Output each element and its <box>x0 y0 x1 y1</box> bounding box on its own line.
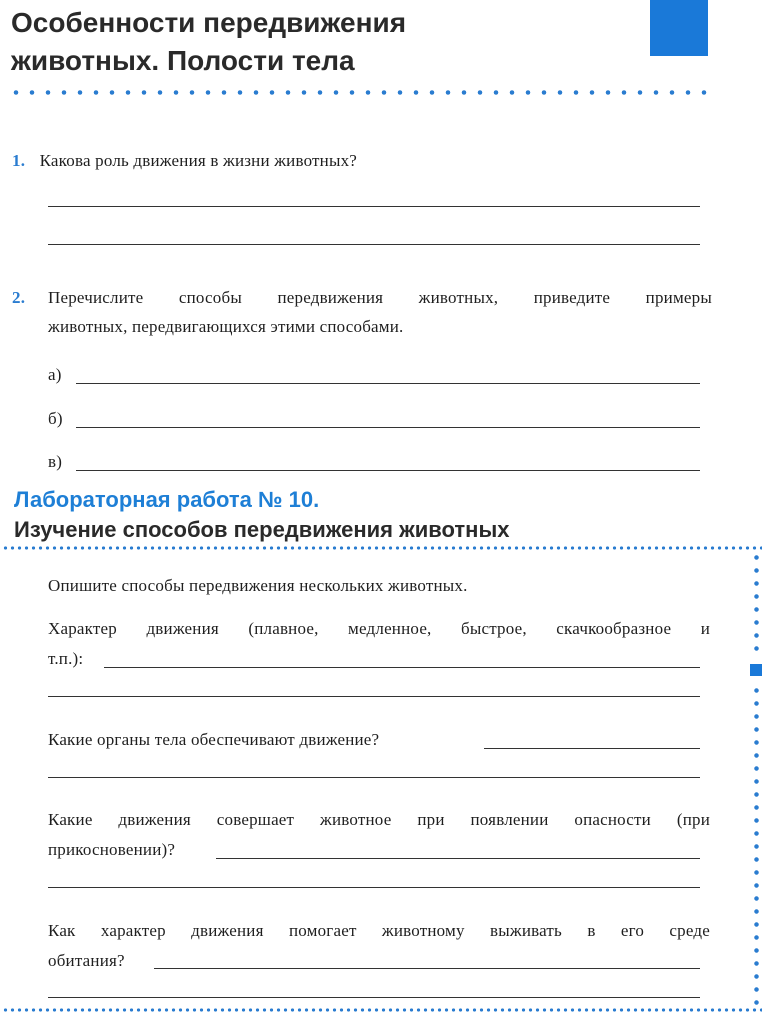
answer-line[interactable] <box>216 858 700 859</box>
lab-subtitle: Изучение способов передвижения животных <box>14 517 510 542</box>
question-number: 1. <box>12 151 26 170</box>
lab-box-bottom-border <box>2 1008 762 1012</box>
answer-line[interactable] <box>76 383 700 384</box>
option-label: б) <box>48 409 63 428</box>
answer-line[interactable] <box>104 667 700 668</box>
question-text: Перечислите способы передвижения животных, приведите примеры <box>48 288 712 307</box>
answer-line[interactable] <box>484 748 700 749</box>
lab-question-character: Характер движения (плавное, медленное, быстрое, скачкообразное и <box>48 619 710 638</box>
answer-line[interactable] <box>154 968 700 969</box>
answer-line[interactable] <box>76 427 700 428</box>
lab-question-survival-cont: обитания? <box>48 951 125 970</box>
question-text: животных, передвигающихся этими способами. <box>48 317 404 336</box>
question-text: Какова роль движения в жизни животных? <box>39 151 358 170</box>
lab-box-top-border <box>2 546 762 550</box>
side-marker <box>750 664 762 676</box>
page-title-line2: животных. Полости тела <box>11 45 355 76</box>
answer-line[interactable] <box>48 244 700 245</box>
answer-line[interactable] <box>48 696 700 697</box>
question-1 <box>12 146 702 175</box>
question-2 <box>12 283 712 341</box>
answer-line[interactable] <box>48 206 700 207</box>
lab-question-survival: Как характер движения помогает животному выживать в его среде <box>48 921 710 940</box>
page-title-line1: Особенности передвижения <box>11 7 407 38</box>
dotted-divider <box>8 90 714 95</box>
lab-question-character-cont: т.п.): <box>48 649 84 668</box>
corner-marker <box>650 0 708 56</box>
answer-line[interactable] <box>48 777 700 778</box>
option-label: в) <box>48 452 63 471</box>
lab-question-danger-cont: прикосновении)? <box>48 840 176 859</box>
answer-line[interactable] <box>48 887 700 888</box>
page-title <box>11 4 611 80</box>
lab-intro: Опишите способы передвижения нескольких животных. <box>48 576 468 595</box>
lab-question-danger: Какие движения совершает животное при появлении опасности (при <box>48 810 710 829</box>
answer-line[interactable] <box>76 470 700 471</box>
lab-box-right-border <box>754 551 759 651</box>
answer-line[interactable] <box>48 997 700 998</box>
question-number: 2. <box>12 288 26 307</box>
lab-title: Лабораторная работа № 10. <box>14 487 320 512</box>
lab-box-right-border <box>754 684 759 1006</box>
option-label: а) <box>48 365 62 384</box>
lab-question-organs: Какие органы тела обеспечивают движение? <box>48 730 380 749</box>
